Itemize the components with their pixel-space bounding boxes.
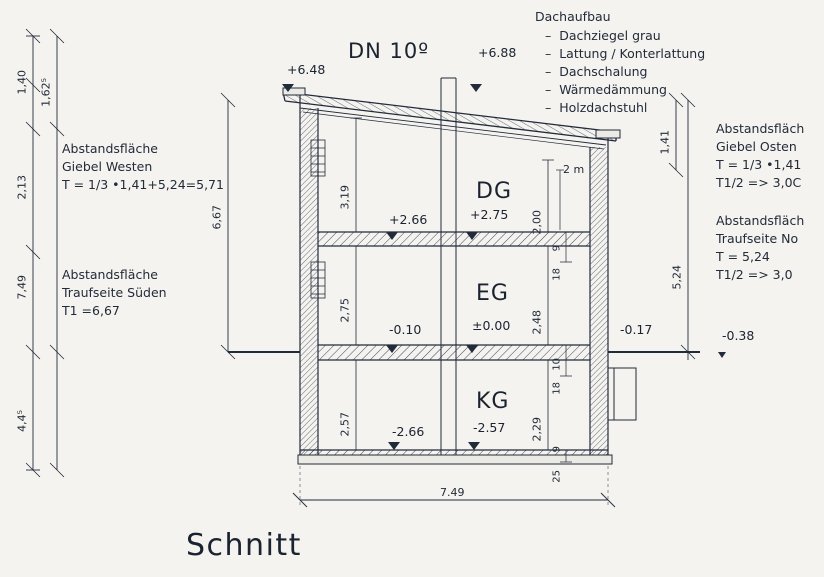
- dimension-left-1: 1,62⁵: [39, 78, 53, 107]
- dimension-inner-left: 6,67: [210, 205, 224, 230]
- level-mark-3: +2.75: [470, 207, 509, 222]
- dimension-left-4: 4,4⁵: [15, 410, 29, 432]
- note-abstandsflaeche-giebel-westen-line-1: Giebel Westen: [62, 159, 153, 174]
- dimension-storey-left-1: 2,75: [338, 298, 352, 323]
- roof-spec-heading: Dachaufbau: [535, 9, 611, 24]
- level-mark-6: -0.17: [620, 322, 653, 337]
- note-abstandsflaeche-giebel-osten-line-2: T = 1/3 •1,41: [716, 157, 802, 172]
- level-mark-7: -0.38: [722, 328, 755, 343]
- dimension-thickness-0: 9: [551, 245, 563, 252]
- roof-spec-item-1: – Lattung / Konterlattung: [545, 46, 706, 61]
- note-abstandsflaeche-traufseite-nord-line-1: Traufseite No: [716, 231, 799, 246]
- dimension-storey-left-2: 2,57: [338, 412, 352, 437]
- note-abstandsflaeche-traufseite-nord-line-3: T1/2 => 3,0: [716, 267, 793, 282]
- dimension-thickness-2: 10: [551, 358, 563, 371]
- dimension-left-3: 7,49: [15, 275, 29, 300]
- dimension-storey-right-1: 2,48: [530, 310, 544, 335]
- dimension-thickness-5: 25: [551, 470, 563, 483]
- roof-pitch-label: DN 10º: [348, 39, 430, 63]
- level-mark-8: -2.66: [392, 424, 425, 439]
- level-mark-0: +6.48: [287, 62, 326, 77]
- dimension-thickness-3: 18: [551, 382, 563, 395]
- dimension-storey-right-0: 2,00: [530, 210, 544, 235]
- dimension-thickness-4: 9: [551, 446, 563, 453]
- dimension-left-2: 2,13: [15, 175, 29, 200]
- dimension-inner-right: 5,24: [670, 265, 684, 290]
- level-mark-9: -2.57: [473, 420, 506, 435]
- floor-label-dg: DG: [476, 179, 512, 204]
- note-abstandsflaeche-giebel-westen-line-2: T = 1/3 •1,41+5,24=5,71: [62, 177, 224, 192]
- note-abstandsflaeche-traufseite-nord-line-2: T = 5,24: [716, 249, 770, 264]
- level-mark-5: ±0.00: [472, 318, 511, 333]
- roof-spec-item-2: – Dachschalung: [545, 64, 648, 79]
- dimension-storey-right-2: 2,29: [530, 417, 544, 442]
- note-abstandsflaeche-traufseite-sueden-line-2: T1 =6,67: [62, 303, 120, 318]
- level-mark-4: -0.10: [389, 322, 422, 337]
- note-abstandsflaeche-giebel-osten-line-1: Giebel Osten: [716, 139, 797, 154]
- eave-note: 2 m: [563, 163, 585, 176]
- dimension-bottom-total: 7.49: [440, 486, 465, 499]
- note-abstandsflaeche-giebel-westen-line-0: Abstandsfläche: [62, 141, 158, 156]
- note-abstandsflaeche-traufseite-sueden-line-1: Traufseite Süden: [62, 285, 167, 300]
- dimension-thickness-1: 18: [551, 268, 563, 281]
- note-abstandsflaeche-giebel-osten-line-0: Abstandsfläch: [716, 121, 805, 136]
- dimension-right-top: 1,41: [658, 130, 672, 155]
- note-abstandsflaeche-traufseite-sueden-line-0: Abstandsfläche: [62, 267, 158, 282]
- roof-spec-item-0: – Dachziegel grau: [545, 28, 661, 43]
- roof-spec-item-3: – Wärmedämmung: [545, 82, 667, 97]
- level-mark-1: +6.88: [478, 45, 517, 60]
- dimension-storey-left-0: 3,19: [338, 185, 352, 210]
- floor-label-eg: EG: [476, 281, 509, 306]
- floor-label-kg: KG: [476, 389, 510, 414]
- dimension-left-0: 1,40: [15, 70, 29, 95]
- note-abstandsflaeche-giebel-osten-line-3: T1/2 => 3,0C: [716, 175, 802, 190]
- note-abstandsflaeche-traufseite-nord-line-0: Abstandsfläch: [716, 213, 805, 228]
- roof-spec-item-4: – Holzdachstuhl: [545, 100, 648, 115]
- sheet-title: Schnitt: [186, 528, 302, 563]
- level-mark-2: +2.66: [389, 212, 428, 227]
